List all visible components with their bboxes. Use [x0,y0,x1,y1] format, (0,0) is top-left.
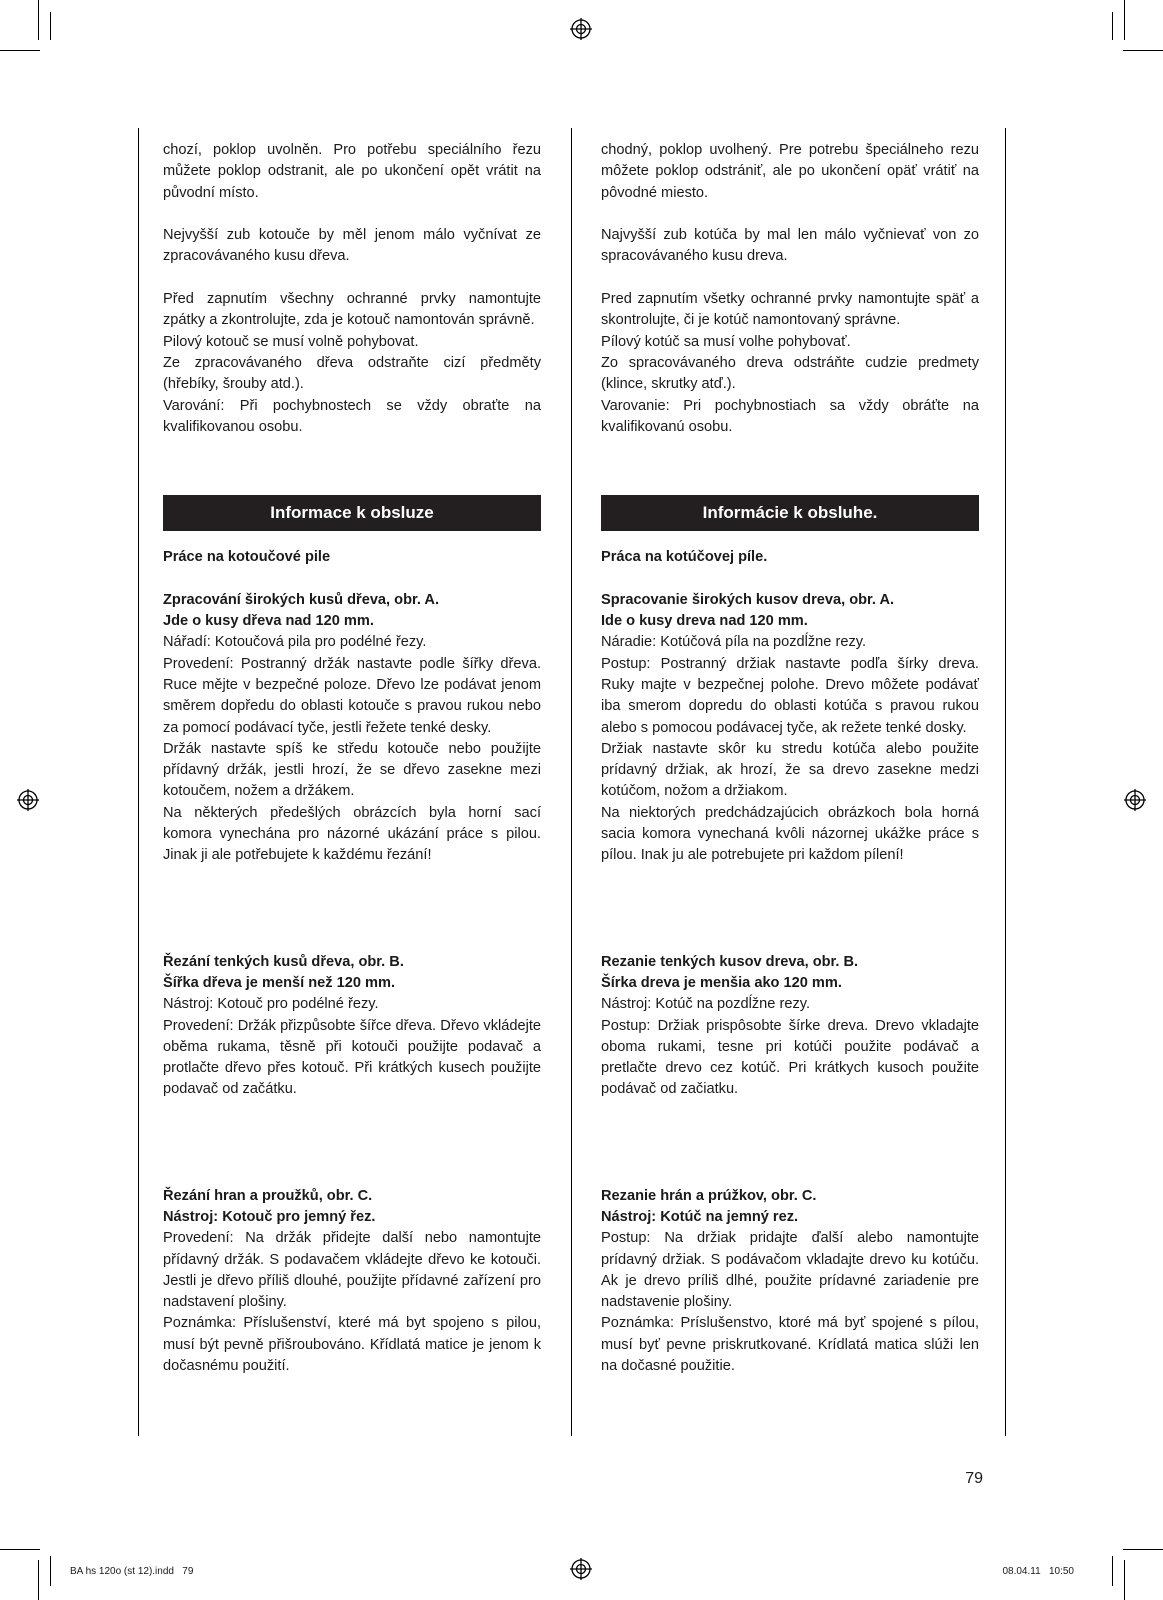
body-paragraph: Provedení: Na držák přidejte další nebo namontujte přídavný držák. S podavačem vkládejte dřevo ke kotouči. Jestli je dřevo příliš dlouhé, použijte přídavné zařízení pro nadstavení plošiny. [163,1230,541,1311]
left-column [163,140,541,1377]
right-column [601,140,979,1377]
figure-b-title: Řezání tenkých kusů dřeva, obr. B. [163,953,404,970]
intro-paragraph: chozí, poklop uvolněn. Pro potřebu speciálního řezu můžete poklop odstranit, ale po ukončení opět vrátit na původní místo. [163,142,541,201]
intro-paragraph: Pilový kotouč se musí volně pohybovat. [163,333,419,350]
body-paragraph: Poznámka: Príslušenstvo, ktoré má byť spojené s pílou, musí byť pevne priskrutkované. Krídlatá matica slúži len na dočasné použitie. [601,1315,979,1375]
body-paragraph: Držák nastavte spíš ke středu kotouče nebo použijte přídavný držák, jestli hrozí, že se dřevo zasekne mezi kotoučem, nožem a držákem. [163,740,541,800]
figure-b-subtitle: Šířka dřeva je menší než 120 mm. [163,974,396,991]
intro-paragraph: Nejvyšší zub kotouče by měl jenom málo vyčnívat ze zpracovávaného kusu dřeva. [163,227,541,265]
crop-mark [1124,0,1125,40]
crop-mark [0,1549,40,1550]
section-heading: Informácie k obsluhe. [601,495,979,531]
body-paragraph: Na některých předešlých obrázcích byla horní sací komora vynechána pro názorné ukázání práce s pilou. Jinak ji ale potřebujete k každému řezání! [163,804,541,864]
crop-mark [0,50,40,51]
figure-a-subtitle: Jde o kusy dřeva nad 120 mm. [163,613,374,630]
column-rule-right [1005,128,1006,1436]
crop-mark [1123,50,1163,51]
intro-paragraph: chodný, poklop uvolhený. Pre potrebu špeciálneho rezu môžete poklop odstrániť, ale po ukončení opäť vrátiť na pôvodné miesto. [601,142,979,201]
registration-mark-icon [1124,789,1146,811]
body-paragraph: Nástroj: Kotouč pro podélné řezy. [163,996,379,1013]
intro-paragraph: Varování: Při pochybnostech se vždy obraťte na kvalifikovanou osobu. [163,397,541,435]
figure-a-title: Spracovanie širokých kusov dreva, obr. A. [601,591,895,608]
crop-mark [1124,1560,1125,1600]
crop-mark [38,0,39,40]
registration-mark-icon [570,1558,592,1580]
figure-c-title: Řezání hran a proužků, obr. C. [163,1187,373,1204]
crop-mark [50,1556,51,1586]
crop-mark [38,1560,39,1600]
intro-paragraph: Varovanie: Pri pochybnostiach sa vždy obráťte na kvalifikovanú osobu. [601,397,979,435]
body-paragraph: Držiak nastavte skôr ku stredu kotúča alebo použite prídavný držiak, ak hrozí, že sa drevo zasekne medzi kotúčom, nožom a držiakom. [601,740,979,800]
column-rule-middle [571,128,572,1436]
body-paragraph: Náradie: Kotúčová píla na pozdĺžne rezy. [601,634,867,651]
figure-c-subtitle: Nástroj: Kotúč na jemný rez. [601,1208,799,1225]
crop-mark [1123,1549,1163,1550]
intro-paragraph: Najvyšší zub kotúča by mal len málo vyčnievať von zo spracovávaného kusu dreva. [601,227,979,265]
intro-paragraph: Pred zapnutím všetky ochranné prvky namontujte späť a skontrolujte, či je kotúč namontovaný správne. [601,291,979,329]
subsection-title: Práca na kotúčovej píle. [601,549,768,566]
body-paragraph: Na niektorých predchádzajúcich obrázkoch bola horná sacia komora vynechaná kvôli názornej ukážke práce s pílou. Inak ju ale potrebujete pri každom pílení! [601,804,979,864]
body-paragraph: Poznámka: Příslušenství, které má byt spojeno s pilou, musí být pevně přišroubováno. Křídlatá matice je jenom k dočasnému použití. [163,1315,541,1375]
intro-paragraph: Pílový kotúč sa musí volhe pohybovať. [601,333,851,350]
body-paragraph: Provedení: Postranný držák nastavte podle šířky dřeva. Ruce mějte v bezpečné poloze. Dřevo lze podávat jenom směrem dopředu do oblasti kotouče s pravou rukou nebo za pomocí podávací tyče, jestli řežete tenké desky. [163,655,541,736]
body-paragraph: Nářadí: Kotoučová pila pro podélné řezy. [163,634,427,651]
body-paragraph: Postup: Na držiak pridajte ďalší alebo namontujte prídavný držiak. S podávačom vkladajte drevo ku kotúču. Ak je drevo príliš dlhé, použite prídavné zariadenie pre nadstavenie plošiny. [601,1230,979,1311]
body-paragraph: Postup: Držiak prispôsobte šírke dreva. Drevo vkladajte oboma rukami, tesne pri kotúči použite podávač a pretlačte drevo cez kotúč. Pri krátkych kusoch použite podávač od začiatku. [601,1017,979,1098]
figure-c-title: Rezanie hrán a prúžkov, obr. C. [601,1187,817,1204]
figure-b-title: Rezanie tenkých kusov dreva, obr. B. [601,953,859,970]
intro-paragraph: Ze zpracovávaného dřeva odstraňte cizí předměty (hřebíky, šrouby atd.). [163,354,541,393]
figure-c-subtitle: Nástroj: Kotouč pro jemný řez. [163,1208,376,1225]
subsection-title: Práce na kotoučové pile [163,549,331,566]
crop-mark [50,12,51,40]
footer-timestamp: 08.04.11 10:50 [1002,1566,1074,1577]
figure-a-title: Zpracování širokých kusů dřeva, obr. A. [163,591,440,608]
footer-file-info: BA hs 120o (st 12).indd 79 [70,1566,194,1577]
intro-paragraph: Zo spracovávaného dreva odstráňte cudzie predmety (klince, skrutky atď.). [601,354,979,393]
crop-mark [1112,12,1113,40]
registration-mark-icon [570,18,592,40]
body-paragraph: Provedení: Držák přizpůsobte šířce dřeva. Dřevo vkládejte oběma rukama, těsně při kotouči použijte podavač a protlačte dřevo přes kotouč. Při krátkých kusech použijte podavač od začátku. [163,1017,541,1098]
column-rule-left [138,128,139,1436]
body-paragraph: Nástroj: Kotúč na pozdĺžne rezy. [601,996,811,1013]
figure-a-subtitle: Ide o kusy dreva nad 120 mm. [601,613,808,630]
registration-mark-icon [17,789,39,811]
page-number: 79 [965,1470,983,1487]
body-paragraph: Postup: Postranný držiak nastavte podľa šírky dreva. Ruky majte v bezpečnej polohe. Drevo môžete podávať iba smerom dopredu do oblasti kotúča s pravou rukou alebo s pomocou podávacej tyče, ak režete tenké dosky. [601,655,979,736]
figure-b-subtitle: Šírka dreva je menšia ako 120 mm. [601,974,842,991]
intro-paragraph: Před zapnutím všechny ochranné prvky namontujte zpátky a zkontrolujte, zda je kotouč namontován správně. [163,291,541,329]
section-heading: Informace k obsluze [163,495,541,531]
crop-mark [1112,1556,1113,1586]
